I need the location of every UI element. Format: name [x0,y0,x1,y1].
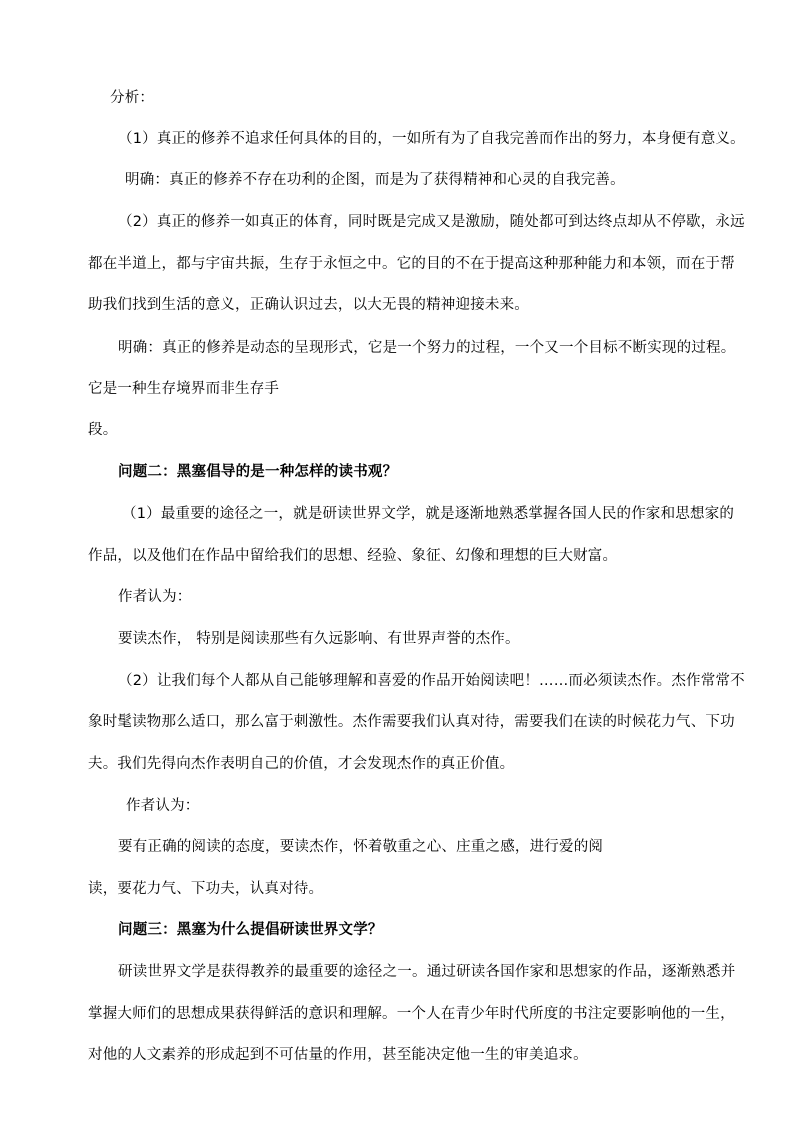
q3-answer-line-3: 对他的人文素养的形成起到不可估量的作用，甚至能决定他一生的审美追求。 [88,1047,588,1063]
point-2-text-line-1: （2）真正的修养一如真正的体育，同时既是完成又是激励，随处都可到达终点却从不停歇，永远 [118,214,745,230]
q2-point-1-line-2: 作品，以及他们在作品中留给我们的思想、经验、象征、幻像和理想的巨大财富。 [88,548,618,564]
point-2-clarification-line-2: 它是一种生存境界而非生存手 [88,381,280,397]
q2-author-view-2-line-2: 读，要花力气、下功夫，认真对待。 [88,881,324,897]
q3-answer-line-1: 研读世界文学是获得教养的最重要的途径之一。通过研读各国作家和思想家的作品，逐渐熟悉并 [118,964,736,980]
q2-point-2-line-1: （2）让我们每个人都从自己能够理解和喜爱的作品开始阅读吧！……而必须读杰作。杰作常常不 [118,673,745,689]
q3-answer-line-2: 掌握大师们的思想成果获得鲜活的意识和理解。一个人在青少年时代所度的书注定要影响他的一生， [88,1006,735,1022]
point-1-clarification: 明确：真正的修养不存在功利的企图，而是为了获得精神和心灵的自我完善。 [125,172,625,188]
point-1-text: （1）真正的修养不追求任何具体的目的，一如所有为了自我完善而作出的努力，本身便有意义。 [118,131,745,147]
point-2-clarification-line-3: 段。 [88,422,118,438]
q2-author-view-1: 要读杰作， 特别是阅读那些有久远影响、有世界声誉的杰作。 [118,631,520,647]
q2-author-view-label-2: 作者认为： [126,798,200,814]
point-2-text-line-3: 助我们找到生活的意义，正确认识过去，以大无畏的精神迎接未来。 [88,297,529,313]
point-2-clarification-line-1: 明确：真正的修养是动态的呈现形式，它是一个努力的过程，一个又一个目标不断实现的过程。 [118,340,736,356]
question-3-heading: 问题三：黑塞为什么提倡研读世界文学？ [118,922,383,938]
q2-point-1-line-1: （1）最重要的途径之一，就是研读世界文学，就是逐渐地熟悉掌握各国人民的作家和思想家的 [122,506,735,522]
q2-point-2-line-2: 象时髦读物那么适口，那么富于刺激性。杰作需要我们认真对待，需要我们在读的时候花力气、下功 [88,714,735,730]
question-2-heading: 问题二：黑塞倡导的是一种怎样的读书观？ [118,464,398,480]
analysis-heading: 分析： [110,90,155,106]
q2-point-2-line-3: 夫。我们先得向杰作表明自己的价值，才会发现杰作的真正价值。 [88,756,515,772]
q2-author-view-label-1: 作者认为： [118,589,192,605]
point-2-text-line-2: 都在半道上，都与宇宙共振，生存于永恒之中。它的目的不在于提高这种那种能力和本领，而在于帮 [88,256,735,272]
q2-author-view-2-line-1: 要有正确的阅读的态度，要读杰作，怀着敬重之心、庄重之感，进行爱的阅 [118,839,604,855]
